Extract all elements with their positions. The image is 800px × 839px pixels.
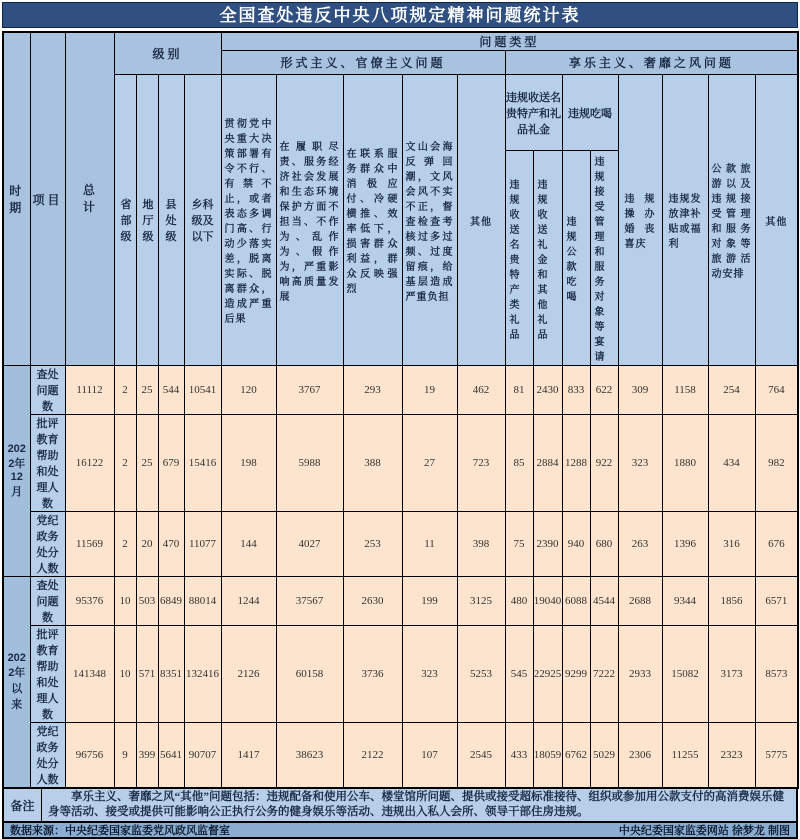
footer-bar (2, 823, 798, 839)
value-cell: 323 (402, 626, 457, 723)
value-cell: 15416 (184, 415, 221, 512)
remark-label: 备注 (4, 789, 42, 821)
value-cell: 544 (158, 366, 184, 415)
table-body (3, 366, 798, 789)
value-cell: 9344 (662, 577, 708, 626)
value-cell: 22925 (533, 626, 562, 723)
value-cell: 1856 (708, 577, 755, 626)
value-cell: 940 (562, 512, 590, 577)
header-hedonism-allowance: 违规发放津补贴或福利 (662, 75, 708, 366)
item-cell: 批评教育帮助和处理人数 (30, 415, 65, 512)
value-cell: 764 (755, 366, 798, 415)
value-cell: 9 (114, 723, 136, 789)
header-hedonism-other: 其他 (755, 75, 798, 366)
header-level-province: 省部级 (114, 75, 136, 366)
value-cell: 81 (505, 366, 533, 415)
header-hedonism-travel: 公款旅游以及违规接受管理和服务对象等旅游活动安排 (708, 75, 755, 366)
value-cell: 3125 (457, 577, 505, 626)
value-cell: 2884 (533, 415, 562, 512)
value-cell: 10 (114, 626, 136, 723)
table-row (3, 512, 798, 577)
value-cell: 16122 (65, 415, 114, 512)
value-cell: 922 (590, 415, 618, 512)
table-row (3, 577, 798, 626)
header-eat-col-2: 违规接受管理和服务对象等宴请 (590, 151, 618, 366)
value-cell: 120 (221, 366, 276, 415)
header-formalism-col-1: 贯彻党中央重大决策部署有令不行、有禁不止，或者表态多调门高、行动少落实差，脱离实际、脱离群众，造成严重后果 (221, 75, 276, 366)
header-hedonism-wedding: 违规操办婚丧喜庆 (618, 75, 662, 366)
value-cell: 11112 (65, 366, 114, 415)
remark-text: 享乐主义、奢靡之风“其他”问题包括：违规配备和使用公车、楼堂馆所问题、提供或接受超标准接待、组织或参加用公款支付的高消费娱乐健身等活动、接受或提供可能影响公正执行公务的健身娱乐等活动、违规出入私人会所、领导干部住房违规。 (48, 791, 784, 818)
value-cell: 254 (708, 366, 755, 415)
header-formalism-col-4: 文山会海反弹回潮，文风会风不实不正，督查检查考核过多过频、过度留痕，给基层造成严重负担 (402, 75, 457, 366)
value-cell: 6849 (158, 577, 184, 626)
table-row (3, 626, 798, 723)
value-cell: 25 (136, 366, 158, 415)
period-cell: 2022年以来 (3, 577, 30, 789)
value-cell: 85 (505, 415, 533, 512)
value-cell: 679 (158, 415, 184, 512)
value-cell: 11255 (662, 723, 708, 789)
value-cell: 2688 (618, 577, 662, 626)
header-eat-col-1: 违规公款吃喝 (562, 151, 590, 366)
value-cell: 11077 (184, 512, 221, 577)
value-cell: 5775 (755, 723, 798, 789)
credit: 中央纪委国家监委网站 徐梦龙 制图 (618, 825, 790, 837)
item-cell: 批评教育帮助和处理人数 (30, 626, 65, 723)
header-level-county: 县处级 (158, 75, 184, 366)
value-cell: 263 (618, 512, 662, 577)
value-cell: 4027 (276, 512, 343, 577)
value-cell: 5641 (158, 723, 184, 789)
header-problem-group: 问题类型 (221, 32, 798, 51)
value-cell: 25 (136, 415, 158, 512)
value-cell: 6762 (562, 723, 590, 789)
header-gift-group: 违规收送名贵特产和礼品礼金 (505, 75, 562, 151)
value-cell: 723 (457, 415, 505, 512)
item-cell: 党纪政务处分人数 (30, 723, 65, 789)
value-cell: 20 (136, 512, 158, 577)
value-cell: 1244 (221, 577, 276, 626)
value-cell: 545 (505, 626, 533, 723)
header-formalism-col-3: 在联系服务群众中消极应付、冷硬横推、效率低下，损害群众利益，群众反映强烈 (343, 75, 402, 366)
value-cell: 38623 (276, 723, 343, 789)
value-cell: 75 (505, 512, 533, 577)
value-cell: 398 (457, 512, 505, 577)
item-cell: 查处问题数 (30, 577, 65, 626)
remark-row (2, 789, 798, 823)
value-cell: 399 (136, 723, 158, 789)
value-cell: 11 (402, 512, 457, 577)
value-cell: 2 (114, 415, 136, 512)
value-cell: 622 (590, 366, 618, 415)
value-cell: 2122 (343, 723, 402, 789)
table-row (3, 415, 798, 512)
value-cell: 480 (505, 577, 533, 626)
value-cell: 15082 (662, 626, 708, 723)
table-row (3, 723, 798, 789)
value-cell: 1880 (662, 415, 708, 512)
statistics-table (2, 31, 799, 789)
value-cell: 2430 (533, 366, 562, 415)
value-cell: 462 (457, 366, 505, 415)
header-total-label: 总计 (82, 183, 98, 214)
page-title: 全国查处违反中央八项规定精神问题统计表 (2, 2, 798, 28)
value-cell: 95376 (65, 577, 114, 626)
header-gift-col-2: 违规收送礼金和其他礼品 (533, 151, 562, 366)
value-cell: 833 (562, 366, 590, 415)
value-cell: 5253 (457, 626, 505, 723)
value-cell: 27 (402, 415, 457, 512)
value-cell: 18059 (533, 723, 562, 789)
item-cell: 党纪政务处分人数 (30, 512, 65, 577)
value-cell: 96756 (65, 723, 114, 789)
value-cell: 2 (114, 512, 136, 577)
value-cell: 132416 (184, 626, 221, 723)
header-formalism-group: 形式主义、官僚主义问题 (221, 51, 505, 75)
value-cell: 8351 (158, 626, 184, 723)
header-eat-group: 违规吃喝 (562, 75, 618, 151)
value-cell: 433 (505, 723, 533, 789)
value-cell: 2306 (618, 723, 662, 789)
header-gift-col-1: 违规收送名贵特产类礼品 (505, 151, 533, 366)
value-cell: 316 (708, 512, 755, 577)
value-cell: 6088 (562, 577, 590, 626)
value-cell: 571 (136, 626, 158, 723)
value-cell: 3767 (276, 366, 343, 415)
value-cell: 253 (343, 512, 402, 577)
value-cell: 2630 (343, 577, 402, 626)
value-cell: 680 (590, 512, 618, 577)
value-cell: 2545 (457, 723, 505, 789)
value-cell: 19 (402, 366, 457, 415)
value-cell: 3736 (343, 626, 402, 723)
value-cell: 144 (221, 512, 276, 577)
header-formalism-other: 其他 (457, 75, 505, 366)
value-cell: 503 (136, 577, 158, 626)
data-source: 数据来源：中央纪委国家监委党风政风监督室 (10, 825, 230, 837)
item-cell: 查处问题数 (30, 366, 65, 415)
value-cell: 5988 (276, 415, 343, 512)
value-cell: 9299 (562, 626, 590, 723)
header-period: 时期 (3, 32, 30, 366)
value-cell: 199 (402, 577, 457, 626)
header-formalism-col-2: 在履职尽责、服务经济社会发展和生态环境保护方面不担当、不作为、乱作为、假作为，严重影响高质量发展 (276, 75, 343, 366)
value-cell: 4544 (590, 577, 618, 626)
value-cell: 90707 (184, 723, 221, 789)
value-cell: 5029 (590, 723, 618, 789)
value-cell: 388 (343, 415, 402, 512)
value-cell: 309 (618, 366, 662, 415)
value-cell: 198 (221, 415, 276, 512)
header-item: 项目 (30, 32, 65, 366)
value-cell: 1417 (221, 723, 276, 789)
value-cell: 2390 (533, 512, 562, 577)
table-header (3, 32, 798, 366)
value-cell: 60158 (276, 626, 343, 723)
value-cell: 88014 (184, 577, 221, 626)
value-cell: 1288 (562, 415, 590, 512)
value-cell: 107 (402, 723, 457, 789)
value-cell: 6571 (755, 577, 798, 626)
value-cell: 434 (708, 415, 755, 512)
table-row (3, 366, 798, 415)
value-cell: 10 (114, 577, 136, 626)
header-total (65, 32, 114, 366)
value-cell: 2933 (618, 626, 662, 723)
value-cell: 11569 (65, 512, 114, 577)
value-cell: 7222 (590, 626, 618, 723)
value-cell: 2 (114, 366, 136, 415)
value-cell: 1396 (662, 512, 708, 577)
value-cell: 293 (343, 366, 402, 415)
value-cell: 470 (158, 512, 184, 577)
value-cell: 141348 (65, 626, 114, 723)
header-level-township: 乡科级及以下 (184, 75, 221, 366)
value-cell: 2126 (221, 626, 276, 723)
header-hedonism-group: 享乐主义、奢靡之风问题 (505, 51, 798, 75)
header-level-prefecture: 地厅级 (136, 75, 158, 366)
value-cell: 323 (618, 415, 662, 512)
header-level-group: 级别 (114, 32, 221, 75)
period-cell: 2022年12月 (3, 366, 30, 577)
value-cell: 3173 (708, 626, 755, 723)
value-cell: 2323 (708, 723, 755, 789)
value-cell: 10541 (184, 366, 221, 415)
value-cell: 982 (755, 415, 798, 512)
value-cell: 19040 (533, 577, 562, 626)
value-cell: 1158 (662, 366, 708, 415)
value-cell: 676 (755, 512, 798, 577)
value-cell: 8573 (755, 626, 798, 723)
value-cell: 37567 (276, 577, 343, 626)
